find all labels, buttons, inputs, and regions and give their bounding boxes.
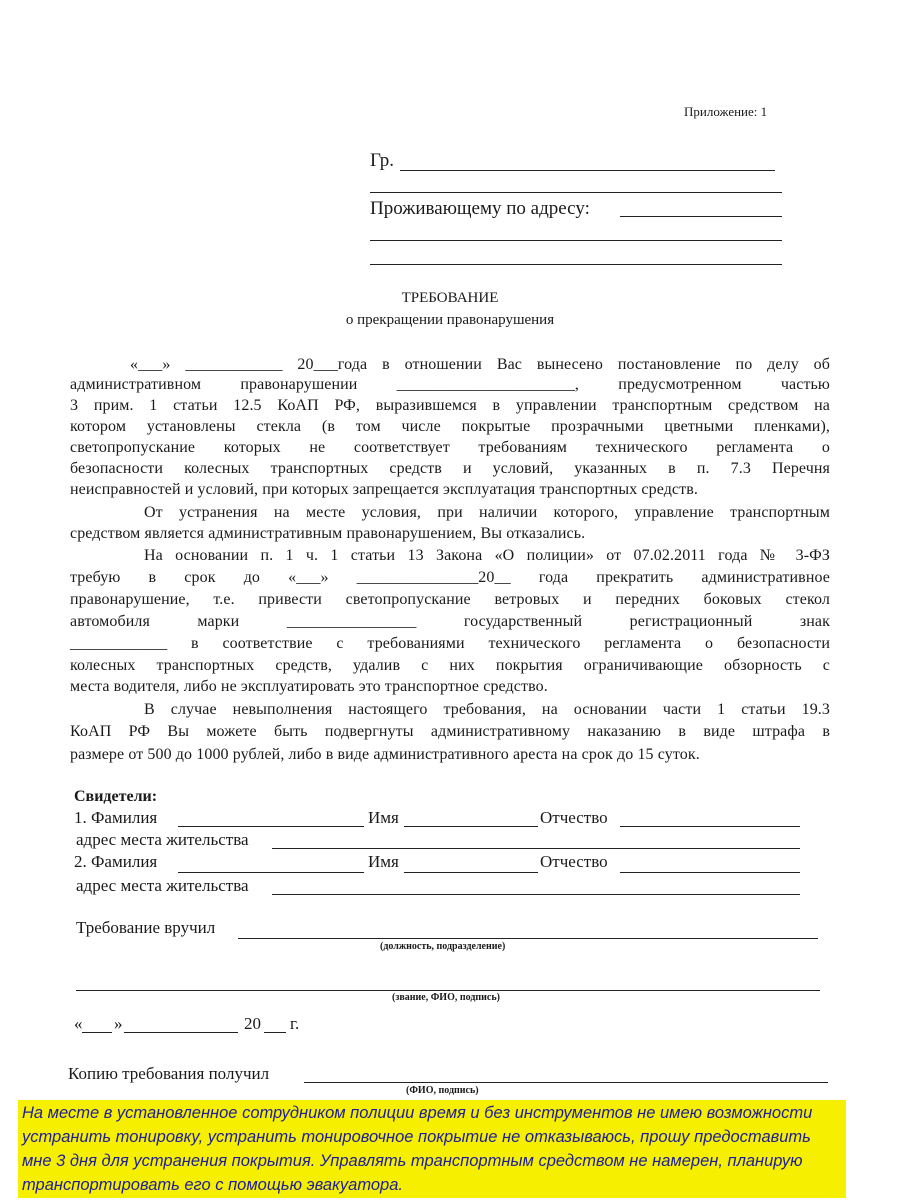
witness2-address-label: адрес места жительства (76, 876, 249, 895)
witnesses-heading: Свидетели: (74, 788, 158, 805)
witness1-address-line (272, 848, 800, 849)
address-line-2 (370, 240, 782, 241)
received-caption: (ФИО, подпись) (406, 1085, 479, 1096)
date-day-line (82, 1032, 112, 1033)
body-line: 3 прим. 1 статьи 12.5 КоАП РФ, выразившемся в управлении транспортным средством на (70, 397, 830, 414)
witness1-name-label: Имя (368, 808, 399, 827)
witness2-surname-label: 2. Фамилия (74, 852, 158, 871)
witness2-name-label: Имя (368, 852, 399, 871)
body-line: требую в срок до «___» _______________20__ года прекратить административное (70, 569, 830, 586)
received-line (304, 1082, 828, 1083)
rank-line (76, 990, 820, 991)
date-suffix: г. (290, 1014, 300, 1033)
body-line: колесных транспортных средств, удалив с них покрытия ограничивающие обзорность с (70, 657, 830, 674)
witness1-name-line (404, 826, 538, 827)
handed-line (238, 938, 818, 939)
body-line: средством является административным правонарушением, Вы отказались. (70, 525, 586, 542)
address-label: Проживающему по адресу: (370, 198, 590, 219)
recipient-line-2 (370, 192, 782, 193)
document-subtitle: о прекращении правонарушения (345, 312, 555, 328)
document-title: ТРЕБОВАНИЕ (401, 290, 499, 306)
body-line: светопропускание которых не соответствует требованиям технического регламента о (70, 439, 830, 456)
witness1-surname-label: 1. Фамилия (74, 808, 158, 827)
body-line: автомобиля марки ________________ государственный регистрационный знак (70, 613, 830, 630)
date-year-line (264, 1032, 286, 1033)
body-line: От устранения на месте условия, при наличии которого, управление транспортным (144, 504, 830, 521)
annex-label: Приложение: 1 (684, 104, 768, 119)
recipient-label: Гр. (370, 150, 395, 171)
date-close-quote: » (114, 1014, 123, 1033)
body-line: безопасности колесных транспортных средств и условий, указанных в п. 7.3 Перечня (70, 460, 830, 477)
witness2-patronymic-label: Отчество (540, 852, 608, 871)
witness1-patronymic-line (620, 826, 800, 827)
address-line-1 (620, 216, 782, 217)
body-line: В случае невыполнения настоящего требования, на основании части 1 статьи 19.3 (144, 701, 830, 718)
body-line: На основании п. 1 ч. 1 статьи 13 Закона «О полиции» от 07.02.2011 года № 3-ФЗ (144, 547, 830, 564)
witness2-patronymic-line (620, 872, 800, 873)
body-line: КоАП РФ Вы можете быть подвергнуты административному наказанию в виде штрафа в (70, 723, 830, 740)
witness1-patronymic-label: Отчество (540, 808, 608, 827)
highlighted-note: На месте в установленное сотрудником полиции время и без инструментов не имею возможности устранить тонировку, устранить тонировочное покрытие не отказываюсь, прошу предоставить мне 3 дня для устранения покрытия. Управлять транспортным средством не намерен, планирую транспортировать его с помощью эвакуатора. (18, 1100, 846, 1198)
received-label: Копию требования получил (68, 1064, 270, 1083)
body-line: «___» ____________ 20___года в отношении Вас вынесено постановление по делу об (130, 356, 830, 373)
body-line: правонарушение, т.е. привести светопропускание ветровых и передних боковых стекол (70, 591, 830, 608)
witness1-surname-line (178, 826, 364, 827)
body-line: неисправностей и условий, при которых запрещается эксплуатация транспортных средств. (70, 481, 698, 498)
date-month-line (124, 1032, 238, 1033)
position-caption: (должность, подразделение) (380, 941, 506, 952)
address-line-3 (370, 264, 782, 265)
recipient-line (400, 170, 775, 171)
body-line: размере от 500 до 1000 рублей, либо в виде административного ареста на срок до 15 суток. (70, 746, 700, 763)
body-line: котором установлены стекла (в том числе покрытые прозрачными цветными пленками), (70, 418, 830, 435)
handed-label: Требование вручил (76, 918, 216, 937)
body-line: административном правонарушении ______________________, предусмотренном частью (70, 376, 830, 393)
date-open-quote: « (74, 1014, 83, 1033)
rank-caption: (звание, ФИО, подпись) (392, 992, 500, 1003)
witness2-surname-line (178, 872, 364, 873)
witness2-address-line (272, 894, 800, 895)
body-line: места водителя, либо не эксплуатировать это транспортное средство. (70, 678, 548, 695)
body-line: ____________ в соответствие с требованиями технического регламента о безопасности (70, 635, 830, 652)
redaction-blur (770, 770, 890, 930)
date-year: 20 (244, 1014, 261, 1033)
witness1-address-label: адрес места жительства (76, 830, 249, 849)
witness2-name-line (404, 872, 538, 873)
